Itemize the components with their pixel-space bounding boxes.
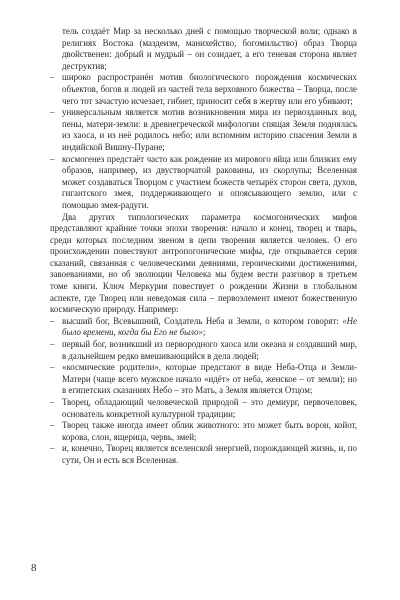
dash-marker: – bbox=[50, 153, 55, 164]
dash-marker: – bbox=[50, 443, 55, 454]
quote-text: «Не было времени, когда бы Его не было» bbox=[62, 315, 357, 338]
body-text bbox=[50, 26, 357, 467]
dash-marker: – bbox=[50, 315, 55, 326]
dash-marker: – bbox=[50, 362, 55, 373]
list-item-text: универсальным является мотив возникновения мира из первозданных вод, пены, матери-земли: в древнегреческой мифологии спящая Земля поднялась из хаоса, и из неё родилось небо; или вспомним историю спасения Земли в индийской Вишну-Пуране; bbox=[62, 107, 357, 152]
list-item bbox=[50, 420, 357, 443]
list-item-text: Творец также иногда имеет облик животного: это может быть ворон, койот, корова, слон, ящерица, червь, змей; bbox=[62, 420, 357, 442]
list-item bbox=[50, 443, 357, 466]
list-item bbox=[50, 154, 357, 212]
dash-marker: – bbox=[50, 107, 55, 118]
list-item-text: Творец, обладающий человеческой природой – это демиург, первочеловек, основатель конкретной культурной традиции; bbox=[62, 397, 357, 419]
page-number: 8 bbox=[31, 562, 37, 574]
list-item-tail: ; bbox=[202, 327, 206, 338]
list-item bbox=[50, 107, 357, 153]
list-item-text: «космические родители», которые предстают в виде Неба-Отца и Земли-Матери (чаще всего мужское начало «идёт» от неба, женское – от земли); но в египетских сказаниях Небо – это Мать, а Земля является Отцом; bbox=[62, 362, 357, 396]
list-item bbox=[50, 316, 357, 339]
list-item bbox=[50, 362, 357, 397]
dash-marker: – bbox=[50, 397, 55, 407]
list-item-text: первый бог, возникший из первородного хаоса или океана и создавший мир, в дальнейшем редко вмешивающийся в дела людей; bbox=[62, 339, 357, 361]
list-item-text: космогенез предстаёт часто как рождение из мирового яйца или близких ему образов, например, из двустворчатой раковины, из скорлупы; Вселенная может создаваться Творцом с участием божеств четырёх сторон света, духов, гигантского змея, поддерживающего и опоясывающего землю, или с помощью змея-радуги. bbox=[62, 153, 357, 210]
middle-paragraph: Два других типологических параметра космогонических мифов представляют крайние точки эпохи творения: начало и конец, творец и тварь, среди которых последним звеном в цепи творения является человек. О его происхождении повествуют антропогонические мифы, где открывается серия сказаний, связанная с человеческими деяниями, героическими достижениями, завоеваниями, но об эволюции Человека мы будем вести разговор в третьем томе книги. Ключ Меркурия повествует о рождении Жизни в глобальном аспекте, где Творец или неведомая сила – первоэлемент имеют божественную космическую природу. Например: bbox=[50, 211, 357, 315]
dash-marker: – bbox=[50, 72, 55, 83]
list-item bbox=[50, 72, 357, 107]
mythology-motifs-list bbox=[50, 72, 357, 211]
creator-types-list bbox=[50, 316, 357, 467]
list-item bbox=[50, 339, 357, 362]
dash-marker: – bbox=[50, 339, 55, 350]
dash-marker: – bbox=[50, 420, 55, 431]
list-item-text: высший бог, Всевышний, Создатель Неба и Земли, о котором говорят: bbox=[62, 315, 343, 326]
intro-continuation: тель создаёт Мир за несколько дней с помощью творческой воли; однако в религиях Востока (маздеизм, манихейство, богомильство) образ Творца двойственен: добрый и мудрый – он созидает, а его теневая сторона являет деструктив; bbox=[62, 26, 357, 71]
list-item bbox=[50, 397, 357, 420]
list-item-text: широко распространён мотив биологического порождения космических объектов, богов и людей из частей тела верховного божества – Творца, после чего тот зачастую исчезает, гибнет, приносит себя в жертву или его убивают; bbox=[62, 72, 357, 106]
list-item-text: и, конечно, Творец является вселенской энергией, порождающей жизнь, и, по сути, Он и есть вся Вселенная. bbox=[62, 443, 357, 465]
